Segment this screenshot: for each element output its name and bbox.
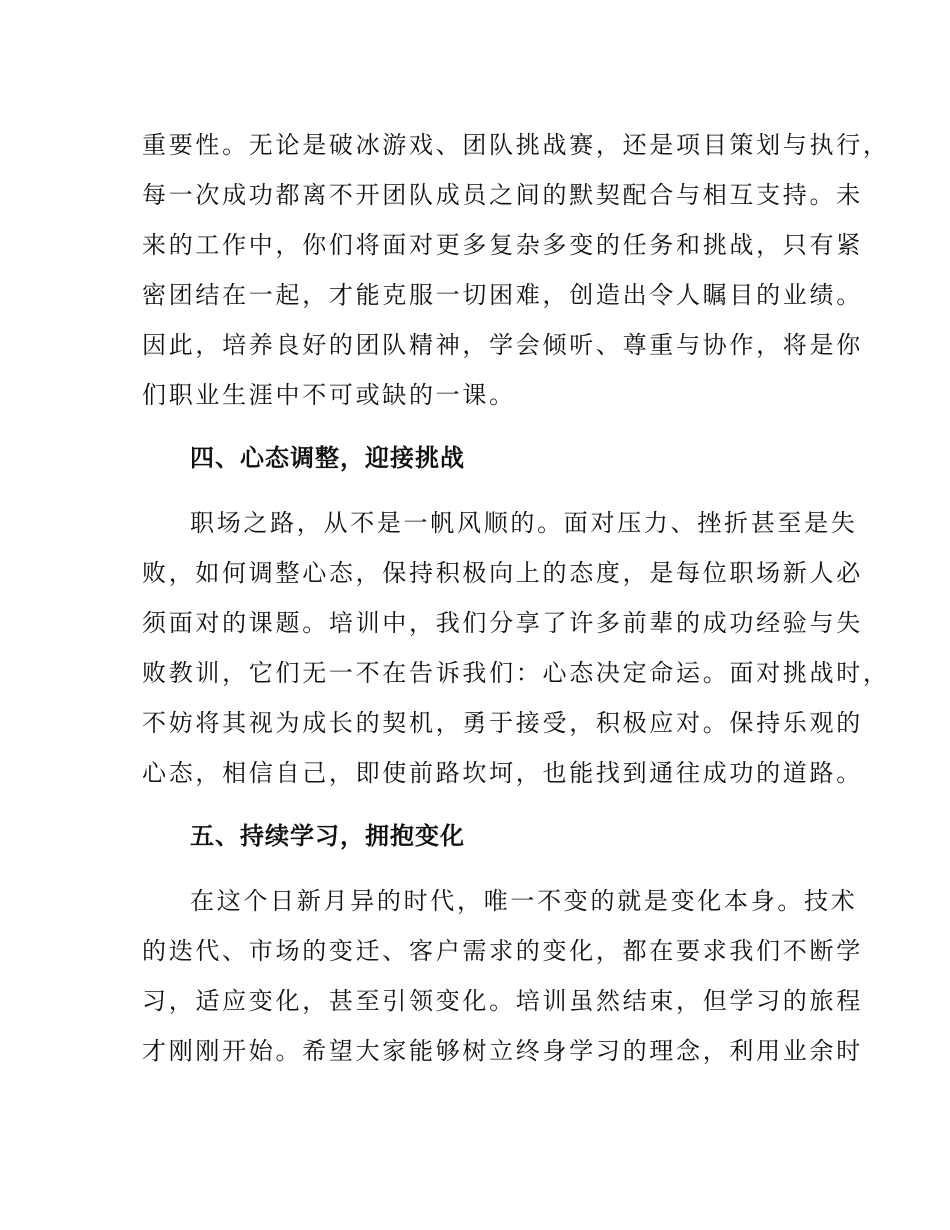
paragraph-line: 在这个日新月异的时代，唯一不变的就是变化本身。技术	[190, 887, 858, 915]
paragraph-line: 每一次成功都离不开团队成员之间的默契配合与相互支持。未	[142, 181, 863, 209]
paragraph-line: 来的工作中，你们将面对更多复杂多变的任务和挑战，只有紧	[142, 231, 863, 259]
paragraph-line: 重要性。无论是破冰游戏、团队挑战赛，还是项目策划与执行，	[142, 131, 890, 159]
paragraph-line: 们职业生涯中不可或缺的一课。	[142, 381, 516, 409]
paragraph-line: 败教训，它们无一不在告诉我们：心态决定命运。面对挑战时，	[142, 659, 890, 687]
paragraph-line: 习，适应变化，甚至引领变化。培训虽然结束，但学习的旅程	[142, 987, 863, 1015]
section-heading: 五、持续学习，拥抱变化	[190, 822, 465, 850]
paragraph-line: 须面对的课题。培训中，我们分享了许多前辈的成功经验与失	[142, 609, 863, 637]
paragraph-line: 因此，培养良好的团队精神，学会倾听、尊重与协作，将是你	[142, 331, 863, 359]
paragraph-line: 密团结在一起，才能克服一切困难，创造出令人瞩目的业绩。	[142, 281, 863, 309]
section-heading: 四、心态调整，迎接挑战	[190, 444, 465, 472]
paragraph-line: 的迭代、市场的变迁、客户需求的变化，都在要求我们不断学	[142, 937, 863, 965]
paragraph-line: 职场之路，从不是一帆风顺的。面对压力、挫折甚至是失	[190, 509, 858, 537]
paragraph-line: 败，如何调整心态，保持积极向上的态度，是每位职场新人必	[142, 559, 863, 587]
paragraph-line: 不妨将其视为成长的契机，勇于接受，积极应对。保持乐观的	[142, 709, 863, 737]
paragraph-line: 心态，相信自己，即使前路坎坷，也能找到通往成功的道路。	[142, 759, 863, 787]
paragraph-line: 才刚刚开始。希望大家能够树立终身学习的理念，利用业余时	[142, 1037, 863, 1065]
